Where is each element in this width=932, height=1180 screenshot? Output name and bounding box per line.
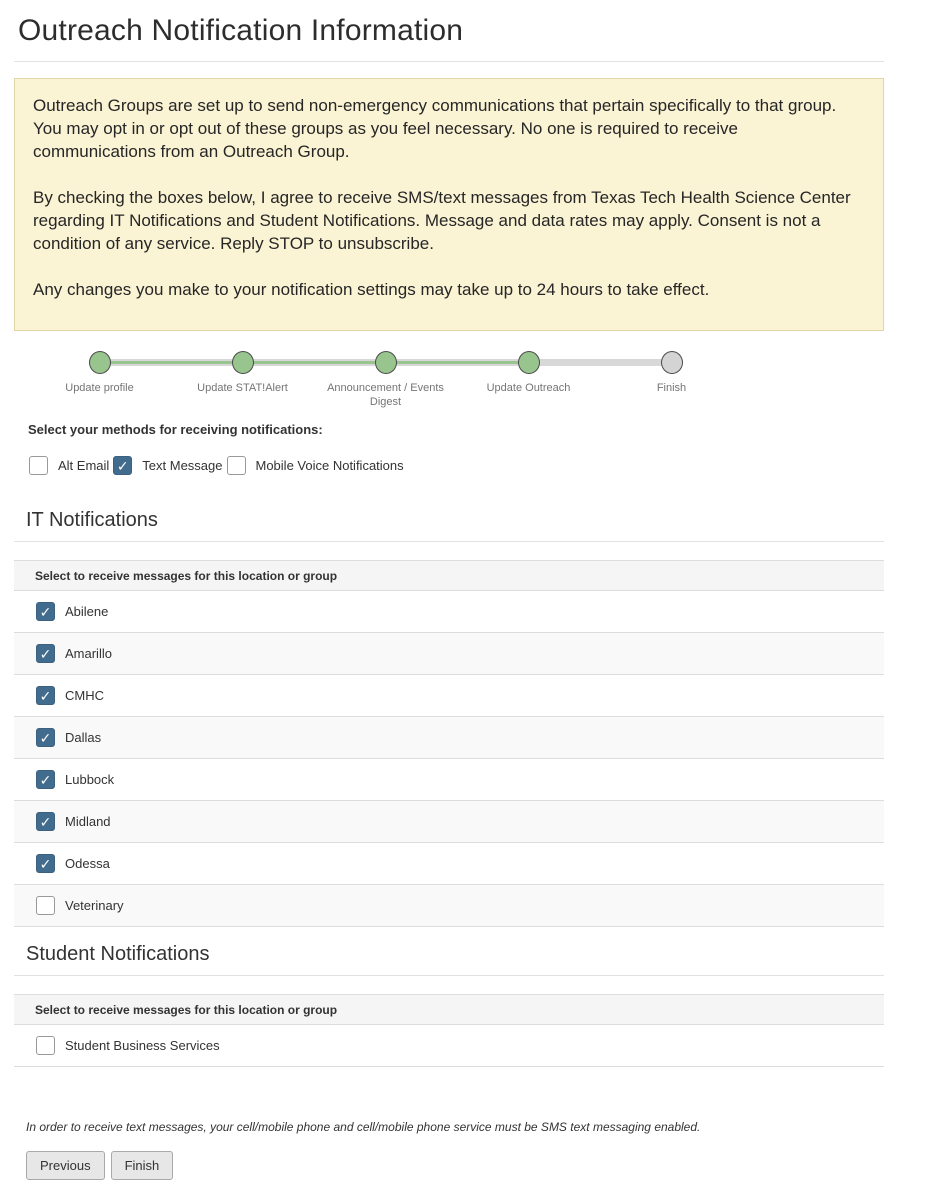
row-label: Abilene bbox=[65, 604, 109, 619]
step-circle bbox=[518, 351, 540, 374]
stepper-step-announcement-digest bbox=[314, 351, 457, 409]
section-divider bbox=[14, 975, 884, 976]
previous-button[interactable]: Previous bbox=[26, 1151, 105, 1180]
checkmark-icon: ✓ bbox=[39, 813, 52, 830]
row-label: Amarillo bbox=[65, 646, 112, 661]
progress-stepper bbox=[28, 351, 743, 415]
step-label: Finish bbox=[656, 382, 687, 394]
step-label: Update profile bbox=[65, 382, 134, 394]
page-title: Outreach Notification Information bbox=[18, 14, 464, 47]
method-label: Text Message bbox=[142, 458, 223, 473]
info-paragraph: Outreach Groups are set up to send non-emergency communications that pertain specifically to that group. You may opt in or opt out of these groups as you feel necessary. No one is required to receive communications from an Outreach Group. bbox=[33, 96, 837, 161]
table-row-abilene bbox=[14, 591, 884, 633]
info-box bbox=[14, 78, 884, 331]
table-row-odessa bbox=[14, 843, 884, 885]
dallas-checkbox[interactable] bbox=[36, 728, 55, 747]
stepper-step-update-statalert bbox=[171, 351, 314, 409]
alt-email-checkbox[interactable] bbox=[29, 456, 48, 475]
it-notifications-table bbox=[14, 560, 884, 927]
student-notifications-table bbox=[14, 994, 884, 1067]
method-label: Mobile Voice Notifications bbox=[255, 458, 404, 473]
row-label: Odessa bbox=[65, 856, 110, 871]
section-title-it-notifications: IT Notifications bbox=[26, 509, 158, 531]
table-row-amarillo bbox=[14, 633, 884, 675]
table-row-dallas bbox=[14, 717, 884, 759]
text-message-checkbox[interactable] bbox=[113, 456, 132, 475]
title-divider bbox=[14, 61, 884, 62]
checkmark-icon: ✓ bbox=[39, 603, 52, 620]
mobile-voice-checkbox[interactable] bbox=[227, 456, 246, 475]
method-option-alt-email bbox=[29, 456, 113, 475]
section-divider bbox=[14, 541, 884, 542]
method-label: Alt Email bbox=[58, 458, 110, 473]
method-option-text-message bbox=[113, 456, 226, 475]
row-label: Veterinary bbox=[65, 898, 124, 913]
info-paragraph: By checking the boxes below, I agree to receive SMS/text messages from Texas Tech Health Science Center regarding IT Notifications and Student Notifications. Message and data rates may apply. Consent is not a condition of any service. Reply STOP to unsubscribe. bbox=[33, 188, 851, 253]
lubbock-checkbox[interactable] bbox=[36, 770, 55, 789]
checkmark-icon: ✓ bbox=[39, 771, 52, 788]
info-paragraph: Any changes you make to your notification settings may take up to 24 hours to take effect. bbox=[33, 280, 710, 299]
midland-checkbox[interactable] bbox=[36, 812, 55, 831]
step-circle bbox=[232, 351, 254, 374]
step-circle bbox=[375, 351, 397, 374]
table-row-midland bbox=[14, 801, 884, 843]
step-label: Announcement / Events Digest bbox=[327, 382, 444, 408]
checkmark-icon: ✓ bbox=[39, 687, 52, 704]
student-business-services-checkbox[interactable] bbox=[36, 1036, 55, 1055]
table-row-veterinary bbox=[14, 885, 884, 927]
stepper-step-update-profile bbox=[28, 351, 171, 409]
cmhc-checkbox[interactable] bbox=[36, 686, 55, 705]
table-row-cmhc bbox=[14, 675, 884, 717]
methods-label: Select your methods for receiving notifications: bbox=[28, 422, 323, 437]
checkmark-icon: ✓ bbox=[116, 457, 129, 474]
step-label: Update STAT!Alert bbox=[197, 382, 288, 394]
step-circle bbox=[661, 351, 683, 374]
sms-footnote: In order to receive text messages, your cell/mobile phone and cell/mobile phone service must be SMS text messaging enabled. bbox=[26, 1120, 701, 1134]
checkmark-icon: ✓ bbox=[39, 729, 52, 746]
table-row-lubbock bbox=[14, 759, 884, 801]
table-header: Select to receive messages for this location or group bbox=[14, 561, 884, 591]
table-header: Select to receive messages for this location or group bbox=[14, 995, 884, 1025]
stepper-step-finish bbox=[600, 351, 743, 409]
checkmark-icon: ✓ bbox=[39, 645, 52, 662]
wizard-buttons bbox=[26, 1151, 884, 1180]
abilene-checkbox[interactable] bbox=[36, 602, 55, 621]
amarillo-checkbox[interactable] bbox=[36, 644, 55, 663]
section-title-student-notifications: Student Notifications bbox=[26, 943, 210, 965]
row-label: Midland bbox=[65, 814, 111, 829]
row-label: Student Business Services bbox=[65, 1038, 220, 1053]
step-label: Update Outreach bbox=[486, 382, 571, 394]
row-label: CMHC bbox=[65, 688, 104, 703]
checkmark-icon: ✓ bbox=[39, 855, 52, 872]
method-option-mobile-voice bbox=[227, 456, 408, 475]
methods-row bbox=[29, 456, 884, 475]
row-label: Dallas bbox=[65, 730, 102, 745]
step-circle bbox=[89, 351, 111, 374]
finish-button[interactable]: Finish bbox=[111, 1151, 174, 1180]
veterinary-checkbox[interactable] bbox=[36, 896, 55, 915]
row-label: Lubbock bbox=[65, 772, 115, 787]
stepper-step-update-outreach bbox=[457, 351, 600, 409]
table-row-student-business-services bbox=[14, 1025, 884, 1067]
odessa-checkbox[interactable] bbox=[36, 854, 55, 873]
